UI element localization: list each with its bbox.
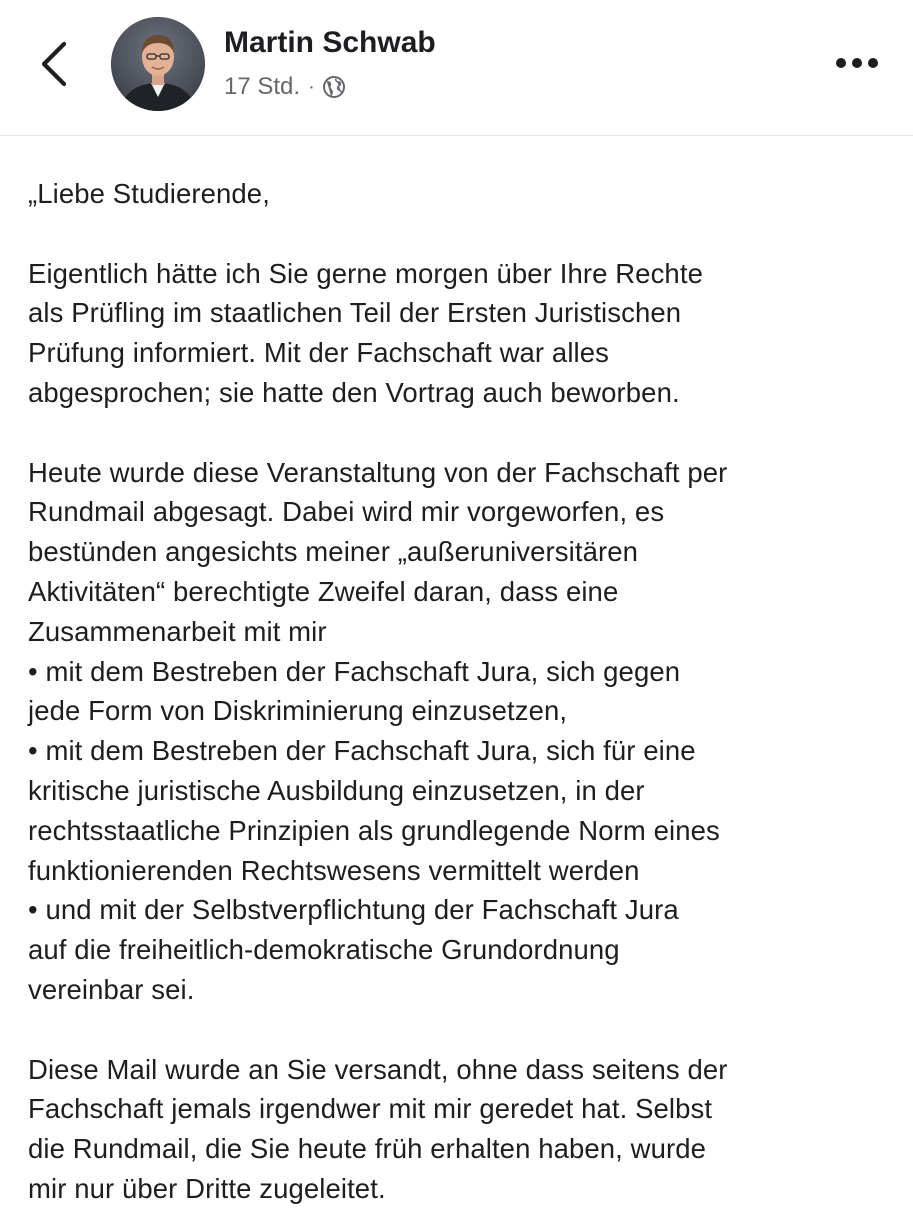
post-meta — [224, 72, 346, 102]
post-timestamp[interactable]: 17 Std. — [224, 73, 301, 100]
paragraph-gap — [28, 1010, 898, 1050]
profile-photo-icon — [111, 17, 205, 111]
post-text-line: Rundmail abgesagt. Dabei wird mir vorgeworfen, es — [28, 496, 665, 528]
post-text-line: auf die freiheitlich-demokratische Grundordnung — [28, 934, 620, 966]
post-text-line: Zusammenarbeit mit mir — [28, 615, 327, 647]
post-text-line: rechtsstaatliche Prinzipien als grundlegende Norm eines — [28, 814, 720, 846]
post-text-line: abgesprochen; sie hatte den Vortrag auch beworben. — [28, 376, 680, 408]
avatar[interactable] — [111, 17, 205, 111]
chevron-left-icon — [28, 36, 80, 92]
post-text-line: „Liebe Studierende, — [28, 178, 270, 209]
author-name[interactable]: Martin Schwab — [224, 26, 436, 59]
post-text-line: Prüfung informiert. Mit der Fachschaft war alles — [28, 337, 609, 369]
globe-icon — [322, 75, 346, 99]
post-text-line: bestünden angesichts meiner „außeruniversitären — [28, 536, 639, 568]
post-body — [28, 174, 898, 1209]
post-text-line: kritische juristische Ausbildung einzusetzen, in der — [28, 774, 645, 806]
more-options-icon — [832, 50, 882, 76]
post-text-line: Diese Mail wurde an Sie versandt, ohne dass seitens der — [28, 1053, 728, 1085]
post-text-line: Heute wurde diese Veranstaltung von der Fachschaft per — [28, 456, 728, 488]
meta-separator: · — [308, 75, 315, 98]
post-text-line: • und mit der Selbstverpflichtung der Fachschaft Jura — [28, 894, 679, 926]
post-text-line: Fachschaft jemals irgendwer mit mir geredet hat. Selbst — [28, 1093, 713, 1125]
post-text-line: Aktivitäten“ berechtigte Zweifel daran, dass eine — [28, 575, 619, 607]
post-header — [0, 0, 913, 136]
post-text-line: als Prüfling im staatlichen Teil der Ersten Juristischen — [28, 297, 682, 329]
post-text-line: • mit dem Bestreben der Fachschaft Jura, sich für eine — [28, 735, 696, 767]
post-text-line: • mit dem Bestreben der Fachschaft Jura, sich gegen — [28, 655, 681, 687]
post-text-line: Eigentlich hätte ich Sie gerne morgen über Ihre Rechte — [28, 257, 703, 289]
post-text-line: mir nur über Dritte zugeleitet. — [28, 1172, 386, 1204]
back-button[interactable] — [28, 36, 80, 92]
more-options-button[interactable] — [832, 50, 882, 76]
paragraph-gap — [28, 413, 898, 453]
post-text-line: jede Form von Diskriminierung einzusetzen, — [28, 695, 568, 727]
post-text-line: funktionierenden Rechtswesens vermittelt werden — [28, 854, 640, 886]
post-text-line: vereinbar sei. — [28, 973, 195, 1005]
paragraph-gap — [28, 214, 898, 254]
post-text-line: die Rundmail, die Sie heute früh erhalten haben, wurde — [28, 1133, 707, 1165]
